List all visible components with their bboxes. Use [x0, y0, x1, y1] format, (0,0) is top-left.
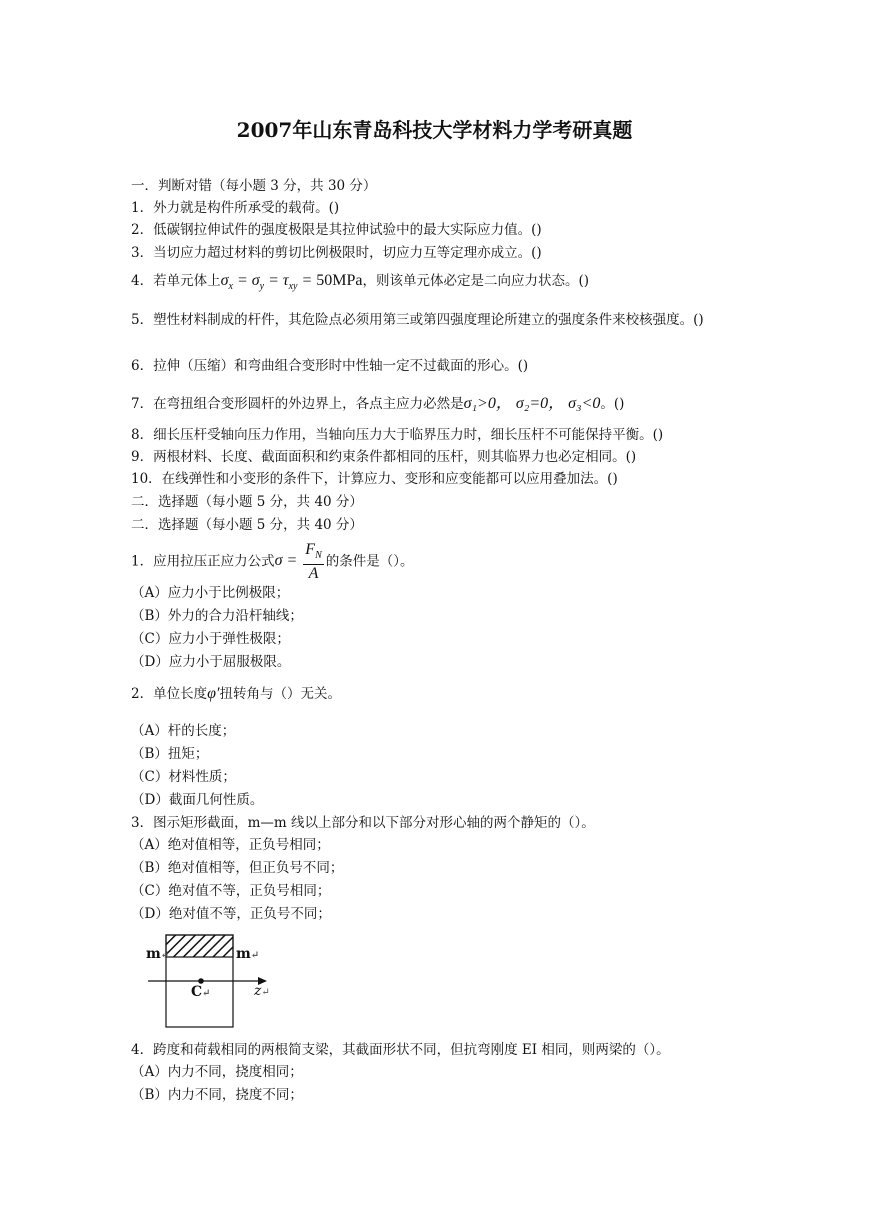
question-1-9: 9．两根材料、长度、截面面积和约束条件都相同的压杆，则其临界力也必定相同。() — [131, 449, 637, 465]
question-1-5: 5．塑性材料制成的杆件，其危险点必须用第三或第四强度理论所建立的强度条件来校核强度。() — [131, 312, 704, 328]
q2-3-option-c: （C）绝对值不等，正负号相同； — [131, 883, 331, 899]
q4-formula: $\sigma_x = \sigma_y = \tau_{xy} = 50MPa$ — [220, 272, 363, 293]
question-1-1: 1．外力就是构件所承受的载荷。() — [131, 200, 340, 216]
q7-prefix: 7．在弯扭组合变形圆杆的外边界上，各点主应力必然是 — [131, 396, 464, 412]
section1-header: 一．判断对错（每小题 3 分，共 30 分） — [131, 178, 377, 194]
label-centroid: C↵ — [191, 984, 211, 1000]
section-figure-drawing — [140, 930, 280, 1030]
q2-4-option-a: （A）内力不同，挠度相同； — [131, 1064, 303, 1080]
q2-3-option-b: （B）绝对值相等，但正负号不同； — [131, 860, 344, 876]
label-z-axis: z↵ — [254, 983, 270, 999]
section2-header: 二．选择题（每小题 5 分，共 40 分） — [131, 494, 363, 510]
question-1-6: 6．拉伸（压缩）和弯曲组合变形时中性轴一定不过截面的形心。() — [131, 358, 529, 374]
q7-stresses: σ₁>0， σ₂=0， σ₃<0 — [463, 395, 601, 412]
q2-2-option-d: （D）截面几何性质。 — [131, 792, 264, 808]
q2-1-option-b: （B）外力的合力沿杆轴线； — [131, 608, 303, 624]
q2-3-option-a: （A）绝对值相等，正负号相同； — [131, 837, 330, 853]
question-2-3: 3．图示矩形截面，m—m 线以上部分和以下部分对形心轴的两个静矩的（）。 — [131, 815, 595, 831]
phi-symbol: φ′ — [207, 685, 220, 702]
q2-2-option-b: （B）扭矩； — [131, 746, 209, 762]
label-m-right: m↵ — [236, 946, 260, 962]
q2-2-option-a: （A）杆的长度； — [131, 723, 236, 739]
question-2-1: 1．应用拉压正应力公式σ = $\frac{F_N}{A}$ 的条件是（）。 — [131, 541, 414, 583]
stress-formula: σ = $\frac{F_N}{A}$ — [274, 541, 322, 583]
question-1-2: 2．低碳钢拉伸试件的强度极限是其拉伸试验中的最大实际应力值。() — [131, 222, 542, 238]
q2-3-option-d: （D）绝对值不等，正负号不同； — [131, 906, 331, 922]
hatched-region — [166, 935, 233, 957]
q4-prefix: 4．若单元体上 — [131, 273, 221, 289]
question-2-4: 4．跨度和荷载相同的两根简支梁，其截面形状不同，但抗弯刚度 EI 相同，则两梁的（）。 — [131, 1042, 670, 1058]
question-1-4 — [131, 272, 589, 296]
question-1-3: 3．当切应力超过材料的剪切比例极限时，切应力互等定理亦成立。() — [131, 245, 542, 261]
question-2-2: 2．单位长度φ′扭转角与（）无关。 — [131, 685, 341, 702]
q2-1-option-a: （A）应力小于比例极限； — [131, 585, 290, 601]
page-title: 2007年山东青岛科技大学材料力学考研真题 — [236, 118, 633, 142]
question-1-7 — [131, 395, 624, 413]
question-1-8: 8．细长压杆受轴向压力作用，当轴向压力大于临界压力时，细长压杆不可能保持平衡。() — [131, 427, 664, 443]
section-figure — [140, 930, 280, 1030]
question-1-10: 10．在线弹性和小变形的条件下，计算应力、变形和应变能都可以应用叠加法。() — [131, 471, 618, 487]
q7-suffix: 。() — [600, 396, 625, 412]
q2-1-option-d: （D）应力小于屈服极限。 — [131, 654, 291, 670]
section2-header-repeat: 二．选择题（每小题 5 分，共 40 分） — [131, 517, 363, 533]
label-m-left: m↵ — [146, 946, 170, 962]
q2-2-option-c: （C）材料性质； — [131, 769, 236, 785]
q4-suffix: ，则该单元体必定是二向应力状态。() — [362, 273, 590, 289]
q2-4-option-b: （B）内力不同，挠度不同； — [131, 1087, 303, 1103]
q2-1-option-c: （C）应力小于弹性极限； — [131, 631, 290, 647]
centroid-dot — [198, 978, 204, 984]
